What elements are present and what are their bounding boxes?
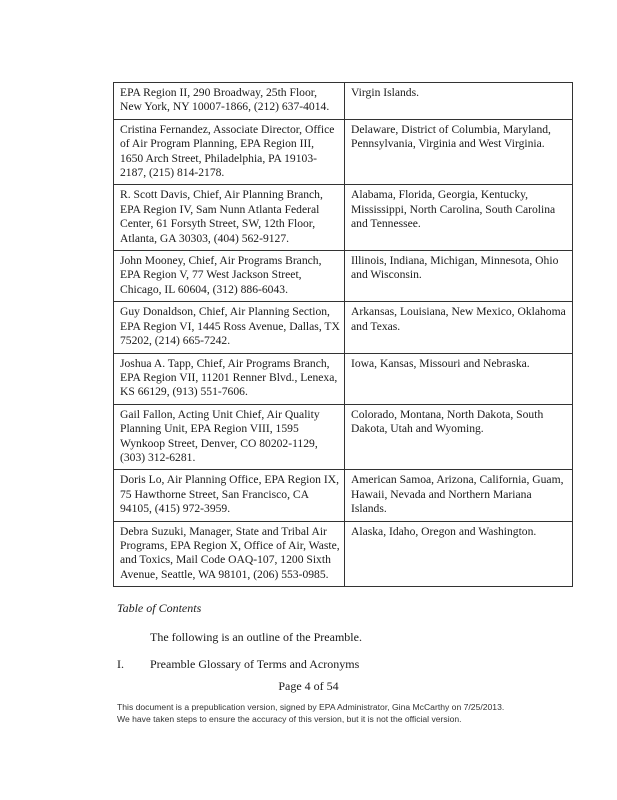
regional-office-cell: Cristina Fernandez, Associate Director, Office of Air Program Planning, EPA Region III, 1650 Arch Street, Philadelphia, PA 19103-2187, (215) 814-2178. bbox=[114, 119, 345, 185]
states-cell: Illinois, Indiana, Michigan, Minnesota, Ohio and Wisconsin. bbox=[345, 251, 573, 302]
regional-office-cell: Joshua A. Tapp, Chief, Air Programs Branch, EPA Region VII, 11201 Renner Blvd., Lenexa, KS 66129, (913) 551-7606. bbox=[114, 353, 345, 404]
regional-office-cell: John Mooney, Chief, Air Programs Branch, EPA Region V, 77 West Jackson Street, Chicago, IL 60604, (312) 886-6043. bbox=[114, 251, 345, 302]
outline-intro: The following is an outline of the Preamble. bbox=[150, 630, 362, 644]
outline-item-number: I. bbox=[117, 657, 124, 671]
regional-office-cell: Doris Lo, Air Planning Office, EPA Region IX, 75 Hawthorne Street, San Francisco, CA 94105, (415) 972-3959. bbox=[114, 470, 345, 521]
regional-office-cell: Guy Donaldson, Chief, Air Planning Section, EPA Region VI, 1445 Ross Avenue, Dallas, TX 75202, (214) 665-7242. bbox=[114, 302, 345, 353]
table-row bbox=[114, 470, 573, 521]
regional-office-cell: EPA Region II, 290 Broadway, 25th Floor, New York, NY 10007-1866, (212) 637-4014. bbox=[114, 83, 345, 120]
states-cell: Arkansas, Louisiana, New Mexico, Oklahoma and Texas. bbox=[345, 302, 573, 353]
outline-item bbox=[117, 657, 359, 672]
page-number: Page 4 of 54 bbox=[278, 679, 339, 693]
states-cell: American Samoa, Arizona, California, Guam, Hawaii, Nevada and Northern Mariana Islands. bbox=[345, 470, 573, 521]
regional-office-cell: Debra Suzuki, Manager, State and Tribal Air Programs, EPA Region X, Office of Air, Waste, and Toxics, Mail Code OAQ-107, 1200 Sixth Avenue, Seattle, WA 98101, (206) 553-0985. bbox=[114, 521, 345, 587]
table-of-contents-heading: Table of Contents bbox=[117, 601, 202, 615]
contacts-table-body bbox=[114, 83, 573, 587]
outline-item-label: Preamble Glossary of Terms and Acronyms bbox=[150, 657, 360, 671]
table-row bbox=[114, 404, 573, 470]
regional-office-cell: R. Scott Davis, Chief, Air Planning Branch, EPA Region IV, Sam Nunn Atlanta Federal Center, 61 Forsyth Street, SW, 12th Floor, Atlanta, GA 30303, (404) 562-9127. bbox=[114, 185, 345, 251]
states-cell: Alaska, Idaho, Oregon and Washington. bbox=[345, 521, 573, 587]
table-row bbox=[114, 119, 573, 185]
states-cell: Virgin Islands. bbox=[345, 83, 573, 120]
table-row bbox=[114, 302, 573, 353]
regional-office-cell: Gail Fallon, Acting Unit Chief, Air Quality Planning Unit, EPA Region VIII, 1595 Wynkoop Street, Denver, CO 80202-1129, (303) 312-6281. bbox=[114, 404, 345, 470]
table-row bbox=[114, 353, 573, 404]
regional-contacts-table bbox=[113, 82, 573, 587]
prepublication-footer-note: This document is a prepublication version, signed by EPA Administrator, Gina McCarthy on 7/25/2013. We have taken steps to ensure the accuracy of this version, but it is not the official version. bbox=[117, 702, 505, 724]
states-cell: Delaware, District of Columbia, Maryland, Pennsylvania, Virginia and West Virginia. bbox=[345, 119, 573, 185]
table-row bbox=[114, 185, 573, 251]
states-cell: Colorado, Montana, North Dakota, South Dakota, Utah and Wyoming. bbox=[345, 404, 573, 470]
table-row bbox=[114, 83, 573, 120]
table-row bbox=[114, 521, 573, 587]
table-row bbox=[114, 251, 573, 302]
states-cell: Alabama, Florida, Georgia, Kentucky, Mississippi, North Carolina, South Carolina and Tennessee. bbox=[345, 185, 573, 251]
states-cell: Iowa, Kansas, Missouri and Nebraska. bbox=[345, 353, 573, 404]
